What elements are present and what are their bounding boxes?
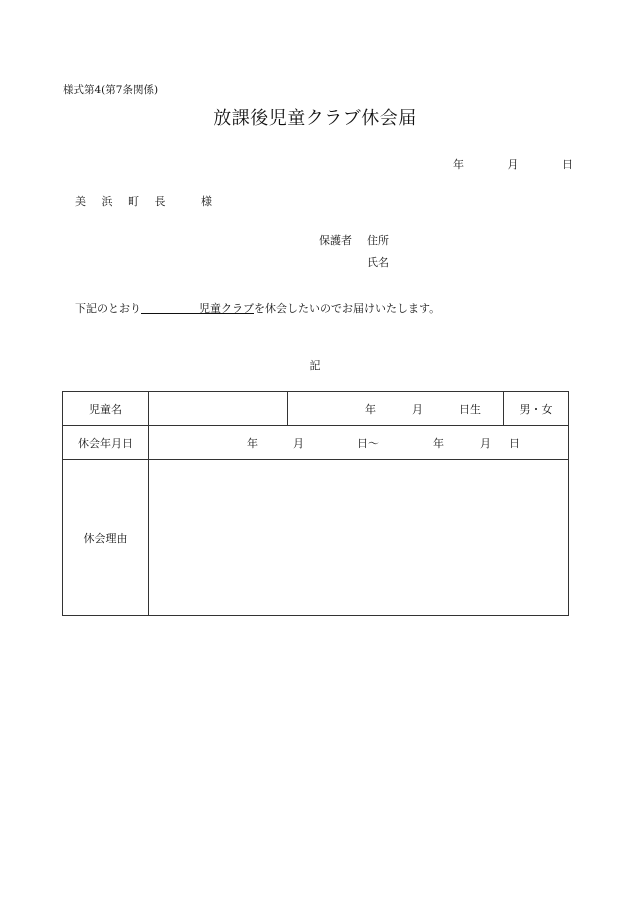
addressee-char-3: 町	[128, 195, 139, 208]
section-mark: 記	[309, 359, 321, 372]
birth-year-label: 年	[365, 402, 376, 416]
gender-field[interactable]: 男・女	[504, 392, 569, 426]
guardian-name-label: 氏名	[367, 256, 389, 269]
guardian-label: 保護者	[319, 234, 352, 247]
period-end-month: 月	[480, 436, 491, 450]
request-club: 児童クラブ	[199, 302, 254, 315]
addressee-honorific: 様	[201, 195, 212, 208]
table-row-child	[63, 392, 569, 426]
addressee-char-1: 美	[75, 195, 86, 208]
date-year-label: 年	[453, 158, 464, 171]
page-title: 放課後児童クラブ休会届	[213, 108, 417, 129]
birth-day-label: 日生	[459, 402, 481, 416]
period-start-year: 年	[247, 436, 258, 450]
submission-date	[453, 156, 573, 172]
table-row-reason	[63, 460, 569, 616]
period-field[interactable]	[149, 426, 569, 460]
period-end-year: 年	[433, 436, 444, 450]
application-table	[62, 391, 569, 616]
request-suffix: を休会したいのでお届けいたします。	[254, 302, 441, 315]
birth-month-label: 月	[412, 402, 423, 416]
club-name-blank[interactable]	[141, 301, 199, 314]
reason-label: 休会理由	[63, 460, 149, 616]
child-name-label: 児童名	[63, 392, 149, 426]
reason-field[interactable]	[149, 460, 569, 616]
request-statement	[75, 300, 440, 316]
guardian-address-label: 住所	[367, 234, 389, 247]
date-month-label: 月	[507, 158, 519, 171]
period-start-day: 日〜	[357, 436, 379, 450]
addressee-char-2: 浜	[101, 195, 113, 208]
form-number: 様式第4(第7条関係)	[63, 84, 159, 96]
period-end-day: 日	[509, 436, 520, 450]
period-start-month: 月	[293, 436, 304, 450]
addressee-char-4: 長	[154, 195, 166, 208]
birthdate-field[interactable]	[288, 392, 504, 426]
date-day-label: 日	[562, 158, 573, 171]
period-label: 休会年月日	[63, 426, 149, 460]
child-name-field[interactable]	[149, 392, 288, 426]
table-row-period	[63, 426, 569, 460]
addressee	[75, 193, 212, 209]
request-prefix: 下記のとおり	[75, 302, 141, 315]
